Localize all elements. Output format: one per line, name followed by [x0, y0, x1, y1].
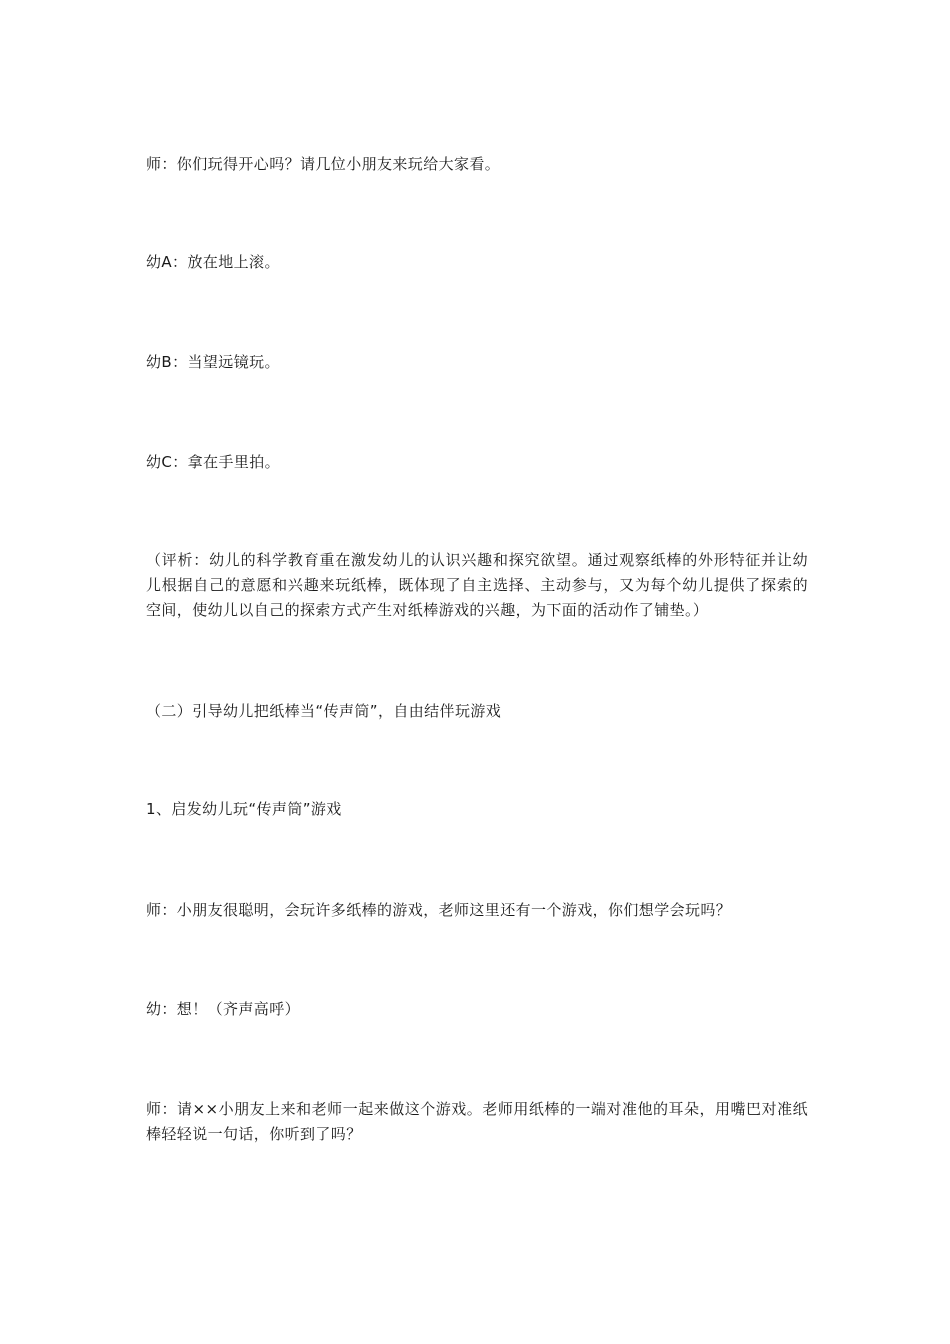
section-heading: （二）引导幼儿把纸棒当“传声筒”，自由结伴玩游戏 [146, 702, 502, 720]
paragraph-teacher-demo: 师：请××小朋友上来和老师一起来做这个游戏。老师用纸棒的一端对准他的耳朵，用嘴巴对准纸棒轻轻说一句话，你听到了吗？ [146, 1100, 808, 1143]
paragraph-teacher-question: 师：你们玩得开心吗？请几位小朋友来玩给大家看。 [146, 155, 501, 173]
paragraph-child-b: 幼B：当望远镜玩。 [146, 353, 280, 371]
paragraph-commentary: （评析：幼儿的科学教育重在激发幼儿的认识兴趣和探究欲望。通过观察纸棒的外形特征并让幼儿根据自己的意愿和兴趣来玩纸棒，既体现了自主选择、主动参与，又为每个幼儿提供了探索的空间，使幼儿以自己的探索方式产生对纸棒游戏的兴趣，为下面的活动作了铺垫。） [146, 551, 808, 619]
paragraph-teacher-prompt: 师：小朋友很聪明，会玩许多纸棒的游戏，老师这里还有一个游戏，你们想学会玩吗？ [146, 901, 732, 919]
paragraph-children-reply: 幼：想！（齐声高呼） [146, 1000, 301, 1018]
paragraph-child-c: 幼C：拿在手里拍。 [146, 453, 281, 471]
subsection-heading: 1、启发幼儿玩“传声筒”游戏 [146, 800, 342, 818]
paragraph-child-a: 幼A：放在地上滚。 [146, 253, 280, 271]
